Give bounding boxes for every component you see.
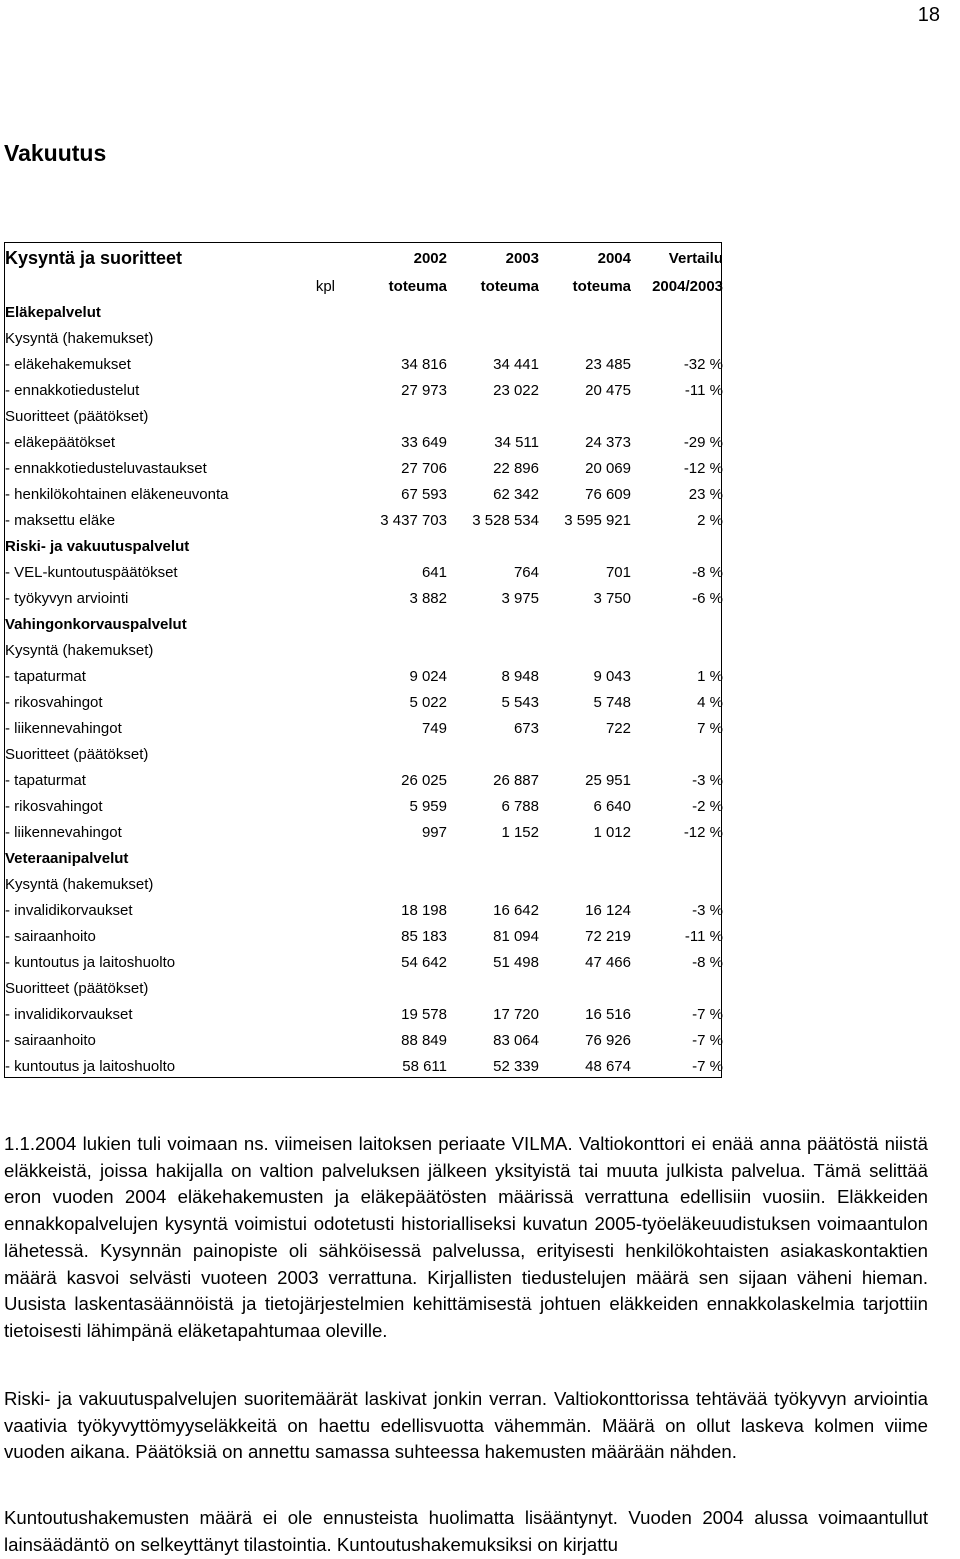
comparison-cell: 1 % xyxy=(697,667,723,685)
table-title: Kysyntä ja suoritteet xyxy=(5,247,183,268)
value-cell xyxy=(539,845,631,871)
value-cell: 52 339 xyxy=(493,1057,539,1075)
table-row xyxy=(5,351,723,377)
comparison-cell: -7 % xyxy=(692,1057,723,1075)
value-cell xyxy=(539,299,631,325)
value-cell xyxy=(357,637,447,663)
table-row xyxy=(5,1001,723,1027)
section-title: Vakuutus xyxy=(4,140,107,166)
comparison-cell: 4 % xyxy=(697,693,723,711)
value-cell: 76 609 xyxy=(585,485,631,503)
value-cell: 5 543 xyxy=(501,693,539,711)
value-cell xyxy=(539,403,631,429)
value-cell: 81 094 xyxy=(493,927,539,945)
comparison-cell: -8 % xyxy=(692,563,723,581)
value-cell xyxy=(357,741,447,767)
value-cell: 19 578 xyxy=(401,1005,447,1023)
table-row xyxy=(5,663,723,689)
value-cell: 76 926 xyxy=(585,1031,631,1049)
value-cell xyxy=(539,611,631,637)
value-cell xyxy=(357,325,447,351)
body-paragraph: 1.1.2004 lukien tuli voimaan ns. viimeisen laitoksen periaate VILMA. Valtiokonttori ei enää anna päätöstä niistä eläkkeistä, joissa hakijalla on valtion palveluksen jälkeen yksityistä tai muuta julkista palvelua. Tämä selittää eron vuoden 2004 eläkehakemusten ja eläkepäätösten määrissä verrattuna edellisiin vuosiin. Eläkkeiden ennakkopalvelujen kysyntä voimistui odotetusti historialliseksi kuvatun 2005-työeläkeuudistuksen voimaantulon lähetessä. Kysynnän painopiste oli sähköisessä palvelussa, erityisesti henkilökohtaisten asiakaskontaktien määrä kasvoi selvästi vuoteen 2003 verrattuna. Kirjallisten tiedustelujen määrä sen sijaan väheni hieman. Uusista laskentasäännöistä ja tietojärjestelmien kehittämisestä johtuen eläkkeiden ennakkolaskelmia tarjottiin tietoisesti lähimpänä eläketapahtumaa oleville. xyxy=(4,1133,928,1341)
row-label: - maksettu eläke xyxy=(5,511,116,529)
value-cell: 20 475 xyxy=(585,381,631,399)
value-cell xyxy=(539,533,631,559)
comparison-cell: -11 % xyxy=(684,927,723,945)
value-cell: 3 882 xyxy=(409,589,447,607)
value-cell: 3 528 534 xyxy=(472,511,539,529)
value-cell: 67 593 xyxy=(401,485,447,503)
comparison-cell xyxy=(631,845,723,871)
comparison-cell: -12 % xyxy=(683,823,723,841)
table-row xyxy=(5,585,723,611)
row-label: Kysyntä (hakemukset) xyxy=(5,875,154,893)
comparison-cell: -11 % xyxy=(684,381,723,399)
comparison-cell xyxy=(631,611,723,637)
comparison-cell xyxy=(631,533,723,559)
value-cell xyxy=(539,325,631,351)
body-paragraph: Kuntoutushakemusten määrä ei ole ennusteista huolimatta lisääntynyt. Vuoden 2004 alussa voimaantullut lainsäädäntö on selkeyttänyt tilastointia. Kuntoutushakemuksiksi on kirjattu xyxy=(4,1507,928,1555)
table-row xyxy=(5,611,723,637)
row-label: - sairaanhoito xyxy=(5,927,96,945)
table-row xyxy=(5,481,723,507)
comparison-cell xyxy=(631,871,723,897)
comparison-cell xyxy=(631,299,723,325)
row-label: Suoritteet (päätökset) xyxy=(5,979,149,997)
comparison-cell: -6 % xyxy=(692,589,723,607)
table-row xyxy=(5,715,723,741)
value-cell: 34 441 xyxy=(493,355,539,373)
table-row xyxy=(5,949,723,975)
value-cell: 749 xyxy=(421,719,447,737)
row-label: - tapaturmat xyxy=(5,771,86,789)
row-label: - invalidikorvaukset xyxy=(5,1005,133,1023)
table-title-row xyxy=(5,243,723,273)
value-cell xyxy=(447,403,539,429)
body-paragraph: Riski- ja vakuutuspalvelujen suoritemäärät laskivat jonkin verran. Valtiokonttorissa tehtävää työkyvyn arviointia vaativia työkyvyttömyyseläkkeitä on haettu edellisvuotta vähemmän. Määrä on ollut laskeva kolmen viime vuoden aikana. Päätöksiä on annettu samassa suhteessa hakemusten määrään nähden. xyxy=(4,1388,928,1463)
value-cell xyxy=(447,871,539,897)
value-cell: 34 816 xyxy=(401,355,447,373)
value-cell: 9 043 xyxy=(593,667,631,685)
row-label: - ennakkotiedustelut xyxy=(5,381,140,399)
row-label: - rikosvahingot xyxy=(5,797,103,815)
row-label: - ennakkotiedusteluvastaukset xyxy=(5,459,207,477)
comparison-cell: -7 % xyxy=(692,1031,723,1049)
table-row xyxy=(5,507,723,533)
value-cell: 26 887 xyxy=(493,771,539,789)
value-cell: 3 750 xyxy=(593,589,631,607)
comparison-cell xyxy=(631,741,723,767)
value-cell: 24 373 xyxy=(585,433,631,451)
row-label: - invalidikorvaukset xyxy=(5,901,133,919)
comparison-cell xyxy=(631,975,723,1001)
value-cell: 3 437 703 xyxy=(380,511,447,529)
comparison-cell: -8 % xyxy=(692,953,723,971)
value-cell: 16 124 xyxy=(585,901,631,919)
comparison-cell xyxy=(631,325,723,351)
value-cell: 3 595 921 xyxy=(564,511,631,529)
comparison-cell: -3 % xyxy=(692,901,723,919)
value-cell xyxy=(447,845,539,871)
row-label: Suoritteet (päätökset) xyxy=(5,745,149,763)
row-label: Riski- ja vakuutuspalvelut xyxy=(5,537,190,555)
row-label: - työkyvyn arviointi xyxy=(5,589,129,607)
value-cell: 16 642 xyxy=(493,901,539,919)
table-row xyxy=(5,845,723,871)
value-cell: 5 959 xyxy=(409,797,447,815)
value-cell xyxy=(447,637,539,663)
comparison-cell: -3 % xyxy=(692,771,723,789)
value-cell: 764 xyxy=(513,563,539,581)
year-header: 2003 xyxy=(505,249,539,267)
value-cell: 27 973 xyxy=(401,381,447,399)
value-cell: 47 466 xyxy=(585,953,631,971)
value-cell xyxy=(447,611,539,637)
value-cell xyxy=(357,533,447,559)
value-cell xyxy=(357,845,447,871)
table-row xyxy=(5,403,723,429)
comparison-cell: -12 % xyxy=(683,459,723,477)
row-label: - liikennevahingot xyxy=(5,719,122,737)
row-label: - VEL-kuntoutuspäätökset xyxy=(5,563,178,581)
value-cell: 20 069 xyxy=(585,459,631,477)
value-cell: 673 xyxy=(513,719,539,737)
row-label: Suoritteet (päätökset) xyxy=(5,407,149,425)
value-cell xyxy=(539,975,631,1001)
row-label: Eläkepalvelut xyxy=(5,303,101,321)
value-cell xyxy=(447,975,539,1001)
value-cell: 997 xyxy=(421,823,447,841)
value-cell xyxy=(357,299,447,325)
value-cell: 16 516 xyxy=(585,1005,631,1023)
value-cell xyxy=(539,637,631,663)
comparison-cell: -2 % xyxy=(692,797,723,815)
table-row xyxy=(5,793,723,819)
table-row xyxy=(5,871,723,897)
subheader: toteuma xyxy=(572,277,631,295)
table-row xyxy=(5,325,723,351)
value-cell: 25 951 xyxy=(585,771,631,789)
value-cell: 1 012 xyxy=(593,823,631,841)
row-label: - tapaturmat xyxy=(5,667,86,685)
value-cell: 54 642 xyxy=(401,953,447,971)
table-row xyxy=(5,1027,723,1053)
table-row xyxy=(5,637,723,663)
value-cell: 26 025 xyxy=(401,771,447,789)
value-cell: 23 485 xyxy=(585,355,631,373)
value-cell: 701 xyxy=(605,563,631,581)
table-row xyxy=(5,923,723,949)
value-cell xyxy=(539,871,631,897)
page-number: 18 xyxy=(917,4,940,26)
value-cell: 8 948 xyxy=(501,667,539,685)
value-cell: 85 183 xyxy=(401,927,447,945)
row-label: - liikennevahingot xyxy=(5,823,122,841)
year-header: 2004 xyxy=(597,249,631,267)
value-cell: 88 849 xyxy=(401,1031,447,1049)
table-row xyxy=(5,689,723,715)
comparison-cell xyxy=(631,403,723,429)
value-cell: 1 152 xyxy=(501,823,539,841)
unit-label: kpl xyxy=(315,277,335,295)
value-cell: 62 342 xyxy=(493,485,539,503)
table-row xyxy=(5,429,723,455)
value-cell xyxy=(447,299,539,325)
value-cell: 17 720 xyxy=(493,1005,539,1023)
subheader: toteuma xyxy=(480,277,539,295)
row-label: Kysyntä (hakemukset) xyxy=(5,329,154,347)
value-cell: 9 024 xyxy=(409,667,447,685)
table-row xyxy=(5,975,723,1001)
value-cell xyxy=(357,611,447,637)
value-cell: 72 219 xyxy=(585,927,631,945)
value-cell: 33 649 xyxy=(401,433,447,451)
comparison-cell: -29 % xyxy=(683,433,723,451)
row-label: - sairaanhoito xyxy=(5,1031,96,1049)
value-cell: 641 xyxy=(421,563,447,581)
row-label: Vahingonkorvauspalvelut xyxy=(5,615,187,633)
value-cell: 58 611 xyxy=(402,1057,447,1075)
table-row xyxy=(5,741,723,767)
value-cell: 722 xyxy=(605,719,631,737)
subheader: toteuma xyxy=(388,277,447,295)
comparison-header: Vertailu xyxy=(668,249,723,267)
value-cell: 48 674 xyxy=(585,1057,631,1075)
value-cell: 6 640 xyxy=(593,797,631,815)
row-label: - eläkehakemukset xyxy=(5,355,131,373)
row-label: Kysyntä (hakemukset) xyxy=(5,641,154,659)
comparison-cell: 7 % xyxy=(697,719,723,737)
value-cell: 3 975 xyxy=(501,589,539,607)
row-label: - eläkepäätökset xyxy=(5,433,116,451)
statistics-table xyxy=(4,242,722,1078)
row-label: - rikosvahingot xyxy=(5,693,103,711)
value-cell: 34 511 xyxy=(494,433,539,451)
value-cell: 51 498 xyxy=(493,953,539,971)
row-label: - kuntoutus ja laitoshuolto xyxy=(5,953,176,971)
value-cell: 18 198 xyxy=(401,901,447,919)
row-label: Veteraanipalvelut xyxy=(5,849,129,867)
table-row xyxy=(5,897,723,923)
value-cell xyxy=(447,325,539,351)
value-cell: 23 022 xyxy=(493,381,539,399)
table-subheader-row xyxy=(5,273,723,299)
value-cell: 83 064 xyxy=(493,1031,539,1049)
value-cell: 22 896 xyxy=(493,459,539,477)
table-row xyxy=(5,819,723,845)
value-cell: 6 788 xyxy=(501,797,539,815)
table-row xyxy=(5,299,723,325)
comparison-cell: -7 % xyxy=(692,1005,723,1023)
table-row xyxy=(5,1053,723,1079)
value-cell xyxy=(539,741,631,767)
value-cell: 27 706 xyxy=(401,459,447,477)
table-row xyxy=(5,559,723,585)
subheader: 2004/2003 xyxy=(652,277,723,295)
value-cell: 5 748 xyxy=(593,693,631,711)
value-cell xyxy=(447,741,539,767)
row-label: - henkilökohtainen eläkeneuvonta xyxy=(5,485,229,503)
comparison-cell: 23 % xyxy=(688,485,723,503)
value-cell xyxy=(357,975,447,1001)
value-cell xyxy=(357,403,447,429)
value-cell xyxy=(357,871,447,897)
table-row xyxy=(5,767,723,793)
table-row xyxy=(5,455,723,481)
table-row xyxy=(5,533,723,559)
value-cell: 5 022 xyxy=(409,693,447,711)
year-header: 2002 xyxy=(413,249,447,267)
comparison-cell: -32 % xyxy=(683,355,723,373)
table-row xyxy=(5,377,723,403)
value-cell xyxy=(447,533,539,559)
comparison-cell: 2 % xyxy=(697,511,723,529)
row-label: - kuntoutus ja laitoshuolto xyxy=(5,1057,176,1075)
comparison-cell xyxy=(631,637,723,663)
